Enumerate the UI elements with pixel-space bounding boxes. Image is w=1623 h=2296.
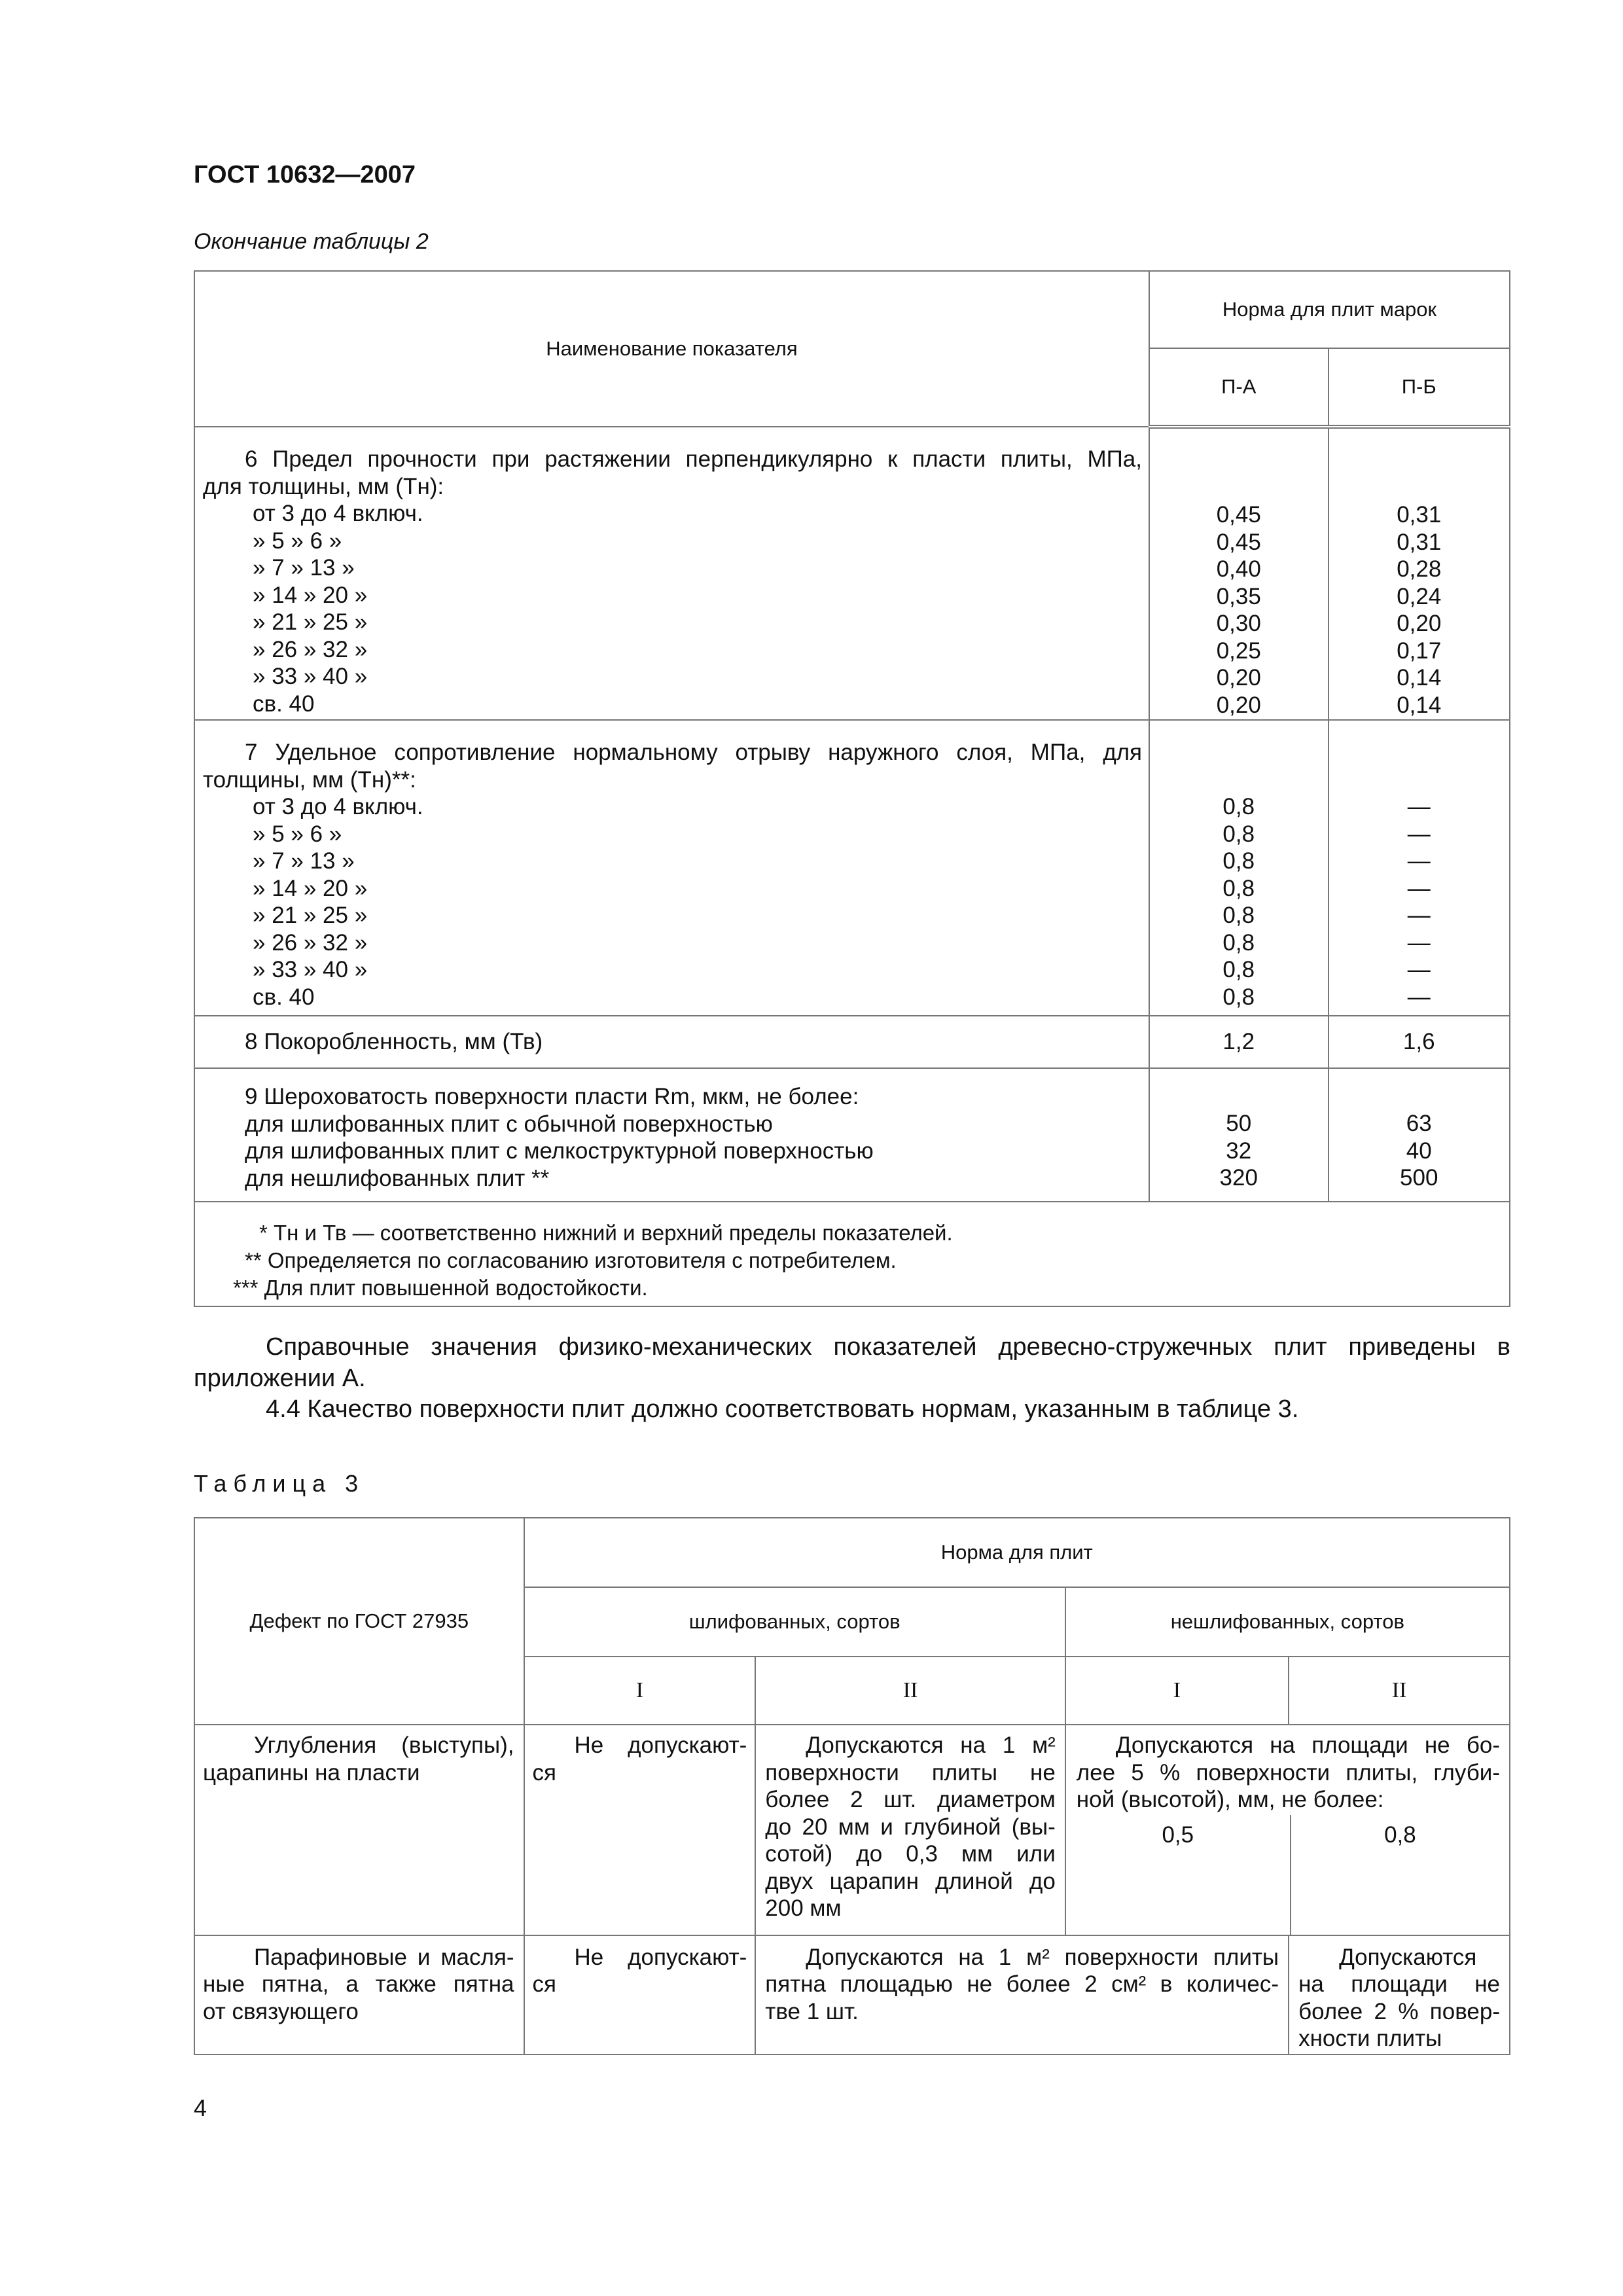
cell-line: до 20 мм и глубиной (вы-: [765, 1814, 1056, 1840]
value-cell: 50: [1226, 1111, 1252, 1136]
value-cell: 0,8: [1222, 794, 1255, 819]
value-cell: 0,20: [1216, 692, 1261, 718]
cell-line: более 2 шт. диаметром: [765, 1787, 1056, 1812]
defect-line: от связующего: [203, 1998, 359, 2024]
value-cell: —: [1407, 903, 1431, 928]
value-cell: 0,35: [1216, 583, 1261, 609]
value-cell: 0,14: [1397, 665, 1442, 691]
value-cell: 40: [1406, 1138, 1432, 1164]
value-cell: —: [1407, 957, 1431, 982]
row7-title-line1: 7 Удельное сопротивление нормальному отрыву наружного слоя, МПа, для: [245, 740, 1142, 765]
stains-ground-1: [524, 1935, 756, 2054]
value-cell: 0,31: [1397, 502, 1442, 528]
value-cell: 0,30: [1216, 611, 1261, 636]
cell-line: пятна площадью не более 2 см² в количес-: [765, 1971, 1279, 1997]
cell-line: хности плиты: [1298, 2026, 1442, 2051]
value-cell: 0,14: [1397, 692, 1442, 718]
row6-title-line2: для толщины, мм (Тн):: [203, 473, 444, 499]
range-item: » 14 » 20 »: [253, 875, 368, 901]
value-cell: 0,24: [1397, 583, 1442, 609]
table2-notes-row: [194, 1202, 1510, 1306]
cell-line: Не допускают-: [574, 1732, 747, 1758]
cell-line: Допускаются на 1 м²: [806, 1732, 1056, 1758]
stains-ground2-unground1: [755, 1935, 1289, 2054]
table3-header-ground: шлифованных, сортов: [524, 1587, 1065, 1657]
row8-label: 8 Покоробленность, мм (Тв): [194, 1016, 1149, 1068]
table-note: * Тн и Тв — соответственно нижний и верхний пределы показателей.: [259, 1221, 953, 1245]
scratches-ground-1: [524, 1725, 756, 1935]
row9-item: для шлифованных плит с мелкоструктурной поверхностью: [245, 1138, 874, 1164]
table2-row-8: [194, 1016, 1510, 1068]
row6-ranges: [203, 500, 1142, 717]
paragraph-reference: [194, 1331, 1510, 1394]
value-cell: 0,28: [1397, 556, 1442, 582]
value-cell: —: [1407, 794, 1431, 819]
row7-pa-values: [1149, 720, 1329, 1016]
table3: [194, 1517, 1510, 2055]
cell-line: ной (высотой), мм, не более:: [1076, 1787, 1384, 1812]
value-cell: —: [1407, 929, 1431, 956]
range-item: » 21 » 25 »: [253, 609, 368, 635]
document-standard-title: ГОСТ 10632—2007: [194, 161, 416, 188]
value-cell: 0,8: [1222, 848, 1255, 874]
paragraph-line: приложении А.: [194, 1365, 366, 1392]
value-cell: 0,20: [1216, 665, 1261, 691]
cell-line: более 2 % повер-: [1298, 1998, 1500, 2024]
table2: [194, 270, 1510, 1307]
cell-line: ся: [532, 1759, 556, 1785]
range-item: » 5 » 6 »: [253, 528, 342, 554]
range-item: » 14 » 20 »: [253, 582, 368, 608]
cell-line: Допускаются: [1339, 1944, 1477, 1970]
table2-row-9: [194, 1068, 1510, 1202]
table-note: ** Определяется по согласованию изготовителя с потребителем.: [245, 1248, 897, 1272]
value-cell: 0,20: [1397, 611, 1442, 636]
cell-line: двух царапин длиной до: [765, 1868, 1056, 1894]
table3-header-unground: нешлифованных, сортов: [1065, 1587, 1510, 1657]
table2-header-name: Наименование показателя: [194, 271, 1149, 427]
table3-header-defect: Дефект по ГОСТ 27935: [194, 1518, 524, 1725]
value-cell: 0,8: [1222, 875, 1255, 901]
table2-notes: [194, 1202, 1510, 1306]
row6-pa-values: [1149, 427, 1329, 720]
table2-header-norm: Норма для плит марок: [1149, 271, 1510, 348]
value-cell: 63: [1406, 1111, 1432, 1136]
row6-label: [194, 427, 1149, 720]
row7-ranges: [203, 793, 1142, 1011]
row9-item: для шлифованных плит с обычной поверхностью: [245, 1111, 773, 1137]
value-cell: 0,45: [1216, 502, 1261, 528]
table2-row-7: [194, 720, 1510, 1016]
value-cell: 0,40: [1216, 556, 1261, 582]
value-cell: 0,45: [1216, 529, 1261, 555]
table3-caption: Таблица 3: [194, 1470, 365, 1497]
row9-item: для нешлифованных плит **: [245, 1165, 550, 1191]
value-cell: 0,17: [1397, 637, 1442, 664]
row9-label: [194, 1068, 1149, 1202]
cell-line: Допускаются на 1 м² поверхности плиты: [806, 1944, 1279, 1970]
value-cell: 32: [1226, 1138, 1252, 1164]
range-item: » 33 » 40 »: [253, 664, 368, 689]
value-cell: 0,8: [1222, 984, 1255, 1010]
table2-header-pa: П-А: [1149, 348, 1329, 427]
value-cell: 0,8: [1222, 929, 1255, 956]
row8-pb-value: 1,6: [1329, 1016, 1510, 1068]
row8-pa-value: 1,2: [1149, 1016, 1329, 1068]
value-cell: 0,25: [1216, 637, 1261, 664]
row9-pa-values: [1149, 1068, 1329, 1202]
range-item: св. 40: [253, 691, 315, 717]
range-item: » 7 » 13 »: [253, 555, 355, 581]
scratches-unground-2-value: 0,8: [1384, 1821, 1416, 1848]
value-cell: —: [1407, 821, 1431, 847]
scratches-unground-1-value: 0,5: [1066, 1815, 1291, 1935]
cell-line: ся: [532, 1971, 556, 1997]
row9-pb-values: [1329, 1068, 1510, 1202]
grade-unground-2: II: [1289, 1657, 1510, 1725]
defect-line: ные пятна, а также пятна: [203, 1971, 514, 1997]
row6-title-line1: 6 Предел прочности при растяжении перпендикулярно к пласти плиты, МПа,: [245, 446, 1142, 472]
cell-line: Не допускают-: [574, 1944, 747, 1970]
cell-line: тве 1 шт.: [765, 1998, 859, 2024]
defect-line: Парафиновые и масля-: [254, 1944, 514, 1970]
grade-unground-1: I: [1065, 1657, 1289, 1725]
row6-pb-values: [1329, 427, 1510, 720]
table-note: *** Для плит повышенной водостойкости.: [233, 1276, 648, 1300]
defect-line: царапины на пласти: [203, 1759, 420, 1785]
value-cell: —: [1407, 984, 1431, 1010]
cell-line: на площади не: [1298, 1971, 1500, 1997]
table2-header-pb: П-Б: [1329, 348, 1510, 427]
value-cell: —: [1407, 875, 1431, 901]
scratches-ground-2: [755, 1725, 1065, 1935]
cell-line: лее 5 % поверхности плиты, глуби-: [1076, 1759, 1500, 1785]
range-item: » 5 » 6 »: [253, 821, 342, 847]
table2-row-6: [194, 427, 1510, 720]
value-cell: 500: [1400, 1165, 1438, 1191]
value-cell: 0,8: [1222, 903, 1255, 928]
range-item: » 7 » 13 »: [253, 848, 355, 874]
paragraph-line: Справочные значения физико-механических показателей древесно-стружечных плит приведены в: [266, 1333, 1510, 1361]
value-cell: —: [1407, 848, 1431, 874]
range-item: от 3 до 4 включ.: [253, 501, 423, 526]
paragraph-4-4: 4.4 Качество поверхности плит должно соответствовать нормам, указанным в таблице 3.: [266, 1395, 1299, 1423]
cell-line: поверхности плиты не: [765, 1759, 1056, 1785]
table3-header-norm: Норма для плит: [524, 1518, 1510, 1587]
stains-unground-2: [1289, 1935, 1510, 2054]
scratches-unground: [1065, 1725, 1510, 1935]
defect-stains: [194, 1935, 524, 2054]
range-item: » 26 » 32 »: [253, 636, 368, 662]
table3-row-scratches: [194, 1725, 1510, 1935]
cell-line: 200 мм: [765, 1895, 842, 1921]
table2-caption: Окончание таблицы 2: [194, 229, 429, 254]
value-cell: 0,8: [1222, 821, 1255, 847]
defect-line: Углубления (выступы),: [254, 1732, 514, 1758]
page-number: 4: [194, 2094, 207, 2121]
range-item: » 26 » 32 »: [253, 929, 368, 956]
range-item: » 33 » 40 »: [253, 957, 368, 982]
grade-ground-1: I: [524, 1657, 756, 1725]
cell-line: сотой) до 0,3 мм или: [765, 1841, 1056, 1867]
grade-ground-2: II: [755, 1657, 1065, 1725]
value-cell: 0,8: [1222, 957, 1255, 982]
range-item: » 21 » 25 »: [253, 903, 368, 928]
range-item: от 3 до 4 включ.: [253, 794, 423, 819]
value-cell: 320: [1219, 1165, 1258, 1191]
defect-scratches: [194, 1725, 524, 1935]
cell-line: Допускаются на площади не бо-: [1115, 1732, 1500, 1758]
row7-label: [194, 720, 1149, 1016]
row7-pb-values: [1329, 720, 1510, 1016]
value-cell: 0,31: [1397, 529, 1442, 555]
table3-row-stains: [194, 1935, 1510, 2054]
range-item: св. 40: [253, 984, 315, 1010]
row7-title-line2: толщины, мм (Тн)**:: [203, 766, 416, 793]
row9-title: 9 Шероховатость поверхности пласти Rm, мкм, не более:: [245, 1084, 859, 1109]
